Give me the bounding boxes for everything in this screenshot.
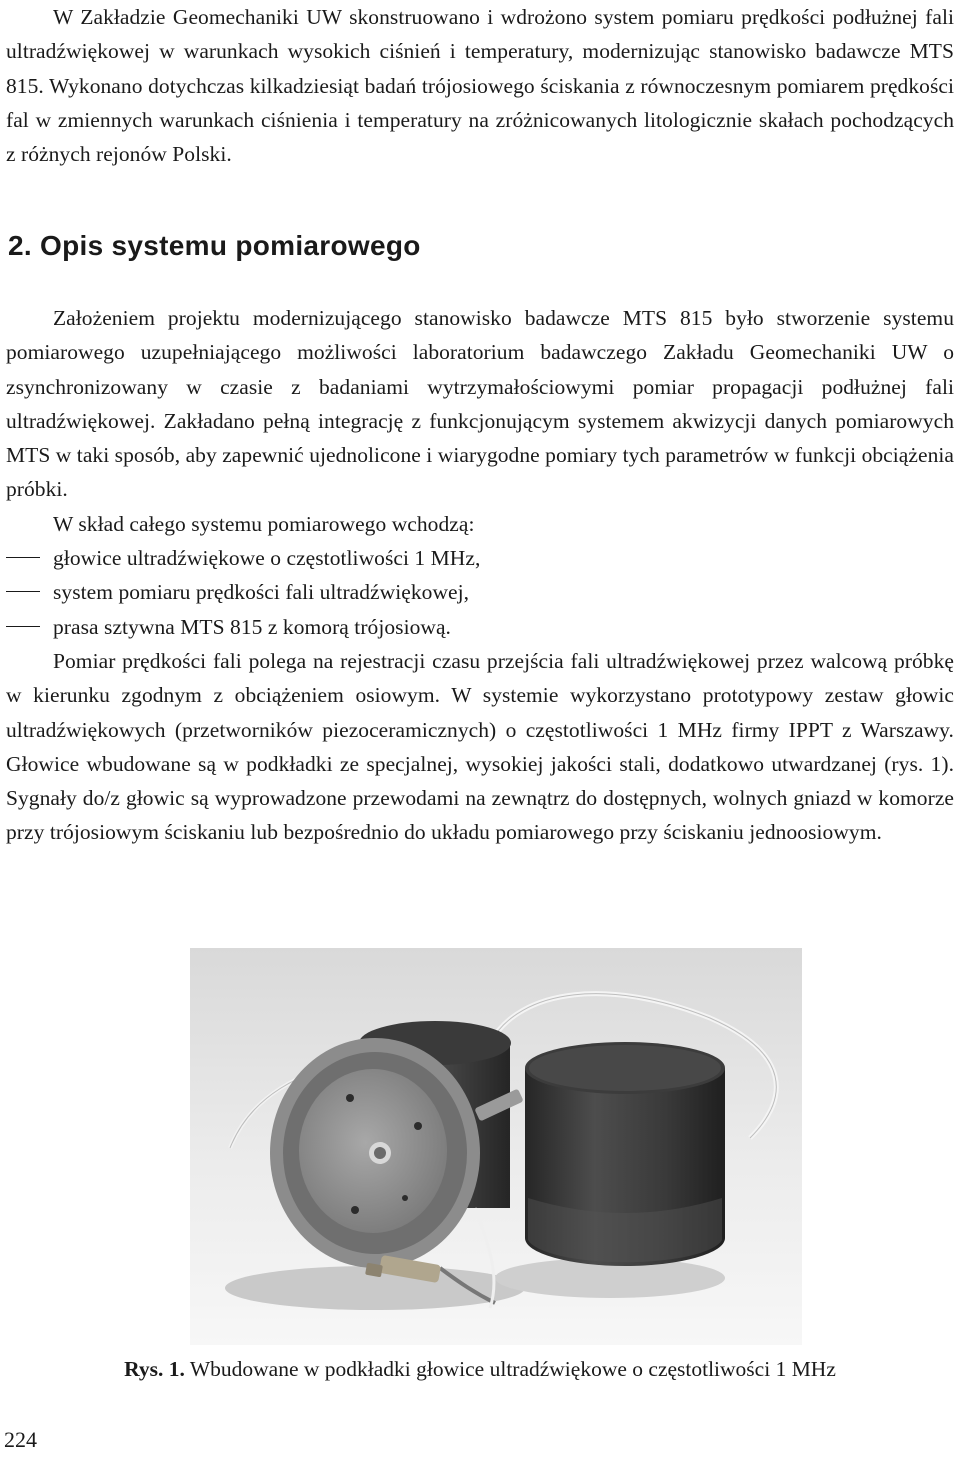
list-item-text: prasa sztywna MTS 815 z komorą trójosiową.: [53, 614, 451, 639]
figure-caption: [0, 1354, 960, 1384]
list-intro: W skład całego systemu pomiarowego wchodzą:: [53, 511, 475, 536]
list-item: [6, 610, 954, 644]
intro-paragraph: W Zakładzie Geomechaniki UW skonstruowano i wdrożono system pomiaru prędkości podłużnej fali ultradźwiękowej w warunkach wysokich ciśnień i temperatury, modernizując stanowisko badawcze MTS 815. Wykonano dotychczas kilkadziesiąt badań trójosiowego ściskania z równoczesnym pomiarem prędkości fal w zmiennych warunkach ciśnienia i temperatury na zróżnicowanych litologicznie skałach pochodzących z różnych rejonów Polski.: [6, 5, 954, 167]
ultrasonic-heads-photo: [190, 948, 802, 1345]
dash-icon: [6, 626, 40, 627]
caption-text: Wbudowane w podkładki głowice ultradźwiękowe o częstotliwości 1 MHz: [184, 1357, 836, 1381]
caption-label: Rys. 1.: [124, 1357, 185, 1381]
list-item-text: system pomiaru prędkości fali ultradźwiękowej,: [53, 580, 470, 605]
page-number: 224: [4, 1427, 37, 1452]
list-item: [6, 541, 954, 575]
list-item-text: głowice ultradźwiękowe o częstotliwości 1 MHz,: [53, 546, 481, 571]
section-body: [6, 301, 954, 850]
dash-icon: [6, 591, 40, 592]
paragraph-2: Pomiar prędkości fali polega na rejestracji czasu przejścia fali ultradźwiękowej przez walcową próbkę w kierunku zgodnym z obciążeniem osiowym. W systemie wykorzystano prototypowy zestaw głowic ultradźwiękowych (przetworników piezoceramicznych) o częstotliwości 1 MHz firmy IPPT z Warszawy. Głowice wbudowane są w podkładki ze specjalnej, wysokiej jakości stali, dodatkowo utwardzanej (rys. 1). Sygnały do/z głowic są wyprowadzone przewodami na zewnątrz do dostępnych, wolnych gniazd w komorze przy trójosiowym ściskaniu lub bezpośrednio do układu pomiarowego przy ściskaniu jednoosiowym.: [6, 648, 954, 845]
figure-photo: [190, 948, 802, 1345]
section-heading: 2. Opis systemu pomiarowego: [8, 230, 421, 261]
list-item: [6, 575, 954, 609]
dash-icon: [6, 557, 40, 558]
paragraph-1: Założeniem projektu modernizującego stanowisko badawcze MTS 815 było stworzenie systemu pomiarowego uzupełniającego możliwości laboratorium badawczego Zakładu Geomechaniki UW o zsynchronizowany w czasie z badaniami wytrzymałościowymi pomiar propagacji podłużnej fali ultradźwiękowej. Zakładano pełną integrację z funkcjonującym systemem akwizycji danych pomiarowych MTS w taki sposób, aby zapewnić ujednolicone i wiarygodne pomiary tych parametrów w funkcji obciążenia próbki.: [6, 306, 954, 502]
intro-text: [6, 0, 954, 171]
